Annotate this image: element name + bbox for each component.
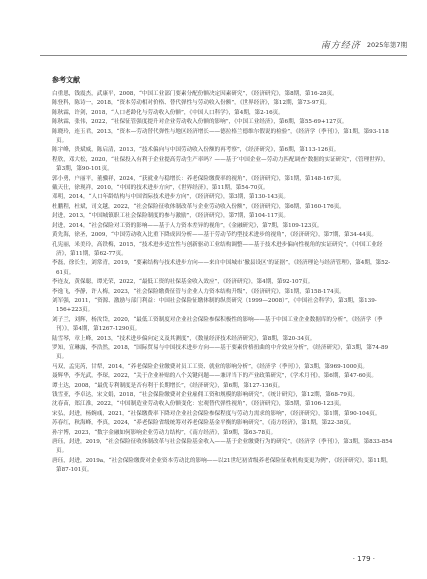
page-number: · 179 ·: [352, 555, 375, 563]
reference-entry: 刘子兰，刘辉，杨汝岱，2020，“最低工资制度对企业社会保险参保积极性的影响——基于中国工业企业数据库的分析”，《经济学（季刊）》，第4期，第1267-1290页。: [52, 316, 383, 333]
reference-entry: 戴天仕，徐现祥，2010，“中国的技术进步方向”，《世界经济》，第11期，第54-70页。: [52, 185, 269, 192]
reference-entry: 郭小勇，户丽平，董骥祥，2024，“获就业与稳增长：养老保险缴费率的视角”，《经济研究》，第1期，第148-167页。: [52, 175, 345, 182]
reference-entry: 刘军强，2011，“资源、激励与部门利益：中国社会保险征缴体制的纵贯研究（1999—2008）”，《中国社会科学》，第3期，第139-156+223页。: [52, 297, 377, 314]
reference-entry: 白重恩，钱震杰，武康平，2008，“中国工业部门要素分配份额决定因素研究”，《经济研究》，第8期，第16-28页。: [52, 91, 338, 97]
section-title: 参考文献: [52, 76, 80, 84]
reference-entry: 李逸飞，李静，许人梅，2023，“社会保险缴费征管与企业人力资本结构升级”，《经济研究》，第1期，第158-174页。: [52, 288, 345, 295]
reference-entry: 邓明，2014，“人口年龄结构与中国省际技术进步方向”，《经济研究》，第3期，第130-143页。: [52, 194, 289, 201]
running-header: [40, 37, 407, 51]
reference-entry: 封进，2014，“社会保险对工资的影响——基于人力资本差异的视角”，《金融研究》，第7期，第109-123页。: [52, 222, 323, 229]
reference-entry: 陈秋霖，张伟，2022，“社保征管强度提升对企业劳动收入份额的影响”，《中国工业经济》，第6期，第55-69+127页。: [52, 119, 348, 126]
journal-logo: 南方经济: [320, 40, 361, 51]
reference-entry: 聂辉华，李光武，李琛，2022，“关于企业补贴的八个关键问题——兼评当下的产业政策研究”，《学术月刊》，第6期，第47-60页。: [52, 373, 377, 380]
reference-entry: 钱雪亚，李卓达，宋文娟，2018，“社会保险缴费对企业雇佣工资和规模的影响研究”，《统计研究》，第12期，第68-79页。: [52, 392, 359, 398]
reference-entry: 孔宪丽，米美玲，高铁梅，2015，“技术进步适宜性与创新驱动工业结构调整——基于技术进步偏向性视角的实证研究”，《中国工业经济》，第11期，第62-77页。: [52, 241, 383, 257]
reference-entry: 封进，2013，“中国城镇职工社会保险制度的参与激励”，《经济研究》，第7期，第104-117页。: [52, 213, 289, 220]
reference-entry: 李连友，黄保聪，谭光荣，2022，“最低工资的社保基金收入效应”，《经济研究》，第4期，第92-107页。: [52, 279, 314, 286]
reference-list: [52, 90, 393, 476]
reference-entry: 陆雪琴，章上峰，2013，“技术进步偏向定义及其测度”，《数量经济技术经济研究》，第8期，第20-34页。: [52, 335, 316, 342]
reference-entry: 陈秋霖，许剑，2018，“人口老龄化与劳动收入份额”，《中国人口科学》，第4期，第2-16页。: [52, 109, 284, 116]
reference-entry: 陈晓玲，连玉君，2013，“资本—劳动替代弹性与地区经济增长——德拉格兰德维尔假说的检验”，《经济学（季刊）》，第1期，第93-118页。: [52, 128, 389, 145]
reference-entry: 唐珏，封进，2019a，“社会保险缴费对企业资本劳动比的影响——以21世纪初省级养老保险征收机构变更为例”，《经济研究》，第11期，第87-101页。: [52, 457, 392, 474]
reference-entry: 苏春红，秋海峰，李真，2024，“养老保险省级统筹对养老保险基金平衡的影响研究”，《南方经济》，第1期，第22-38页。: [52, 420, 355, 427]
reference-entry: 孙宇博，2023，“数字金融如何影响企业劳动力结构”，《南方经济》，第9期，第63-78页。: [52, 429, 277, 436]
issue-label: 2025年第7期: [366, 40, 407, 49]
reference-entry: 沈春苗，郑江淮，2022，“中国制造业劳动收入份额变化：宏观替代弹性视角”，《经济研究》，第5期，第106-123页。: [52, 401, 345, 408]
reference-entry: 陈宇峰，贵斌威，陈启清，2013，“技术偏向与中国劳动收入份额的再考察”，《经济研究》，第6期，第113-126页。: [52, 147, 340, 154]
reference-entry: 程欣，邓大松，2020，“社保投入有利于企业提高劳动生产率吗？——基于‘中国企业—劳动力匹配调查’数据的实证研究”，《管理世界》，第3期，第90-101页。: [52, 156, 389, 173]
reference-entry: 罗知，宣琳露，李浩然，2018，“国际贸易与中国技术进步方向——基于要素价格扭曲的中介效应分析”，《经济研究》，第3期，第74-89页。: [52, 344, 389, 361]
reference-entry: 李磊，徐长生，刘常青，2019，“要素结构与技术进步方向——来自中国城市‘撤县设区’的证据”，《经济理论与经济管理》，第4期，第52-61页。: [52, 260, 391, 276]
reference-entry: 马双，孟宪芮，甘犁，2014，“养老保险企业缴费对员工工资、就业的影响分析”，《经济学（季刊）》，第3期，第969-1000页。: [52, 363, 369, 370]
reference-entry: 唐珏，封进，2019，“社会保险征收体制改革与社会保险基金收入——基于企业缴费行为的研究”，《经济学（季刊）》，第3期，第833-854页。: [52, 439, 393, 455]
reference-entry: 谭士达，2008，“最优专利制度是否有利于长期增长”，《经济研究》，第6期，第127-136页。: [52, 382, 284, 389]
reference-entry: 杜鹏程，杜斌，司文越，2022，“社会保险征收体制改革与企业劳动收入份额”，《经济研究》，第6期，第160-176页。: [52, 203, 345, 210]
reference-entry: 黄先海，徐圣，2009，“中国劳动收入比重下降成因分析——基于劳动节约型技术进步的视角”，《经济研究》，第7期，第34-44页。: [52, 232, 377, 239]
header-rule: [40, 55, 407, 56]
reference-entry: 陈登科，陈诗一，2018，“资本劳动相对价格、替代弹性与劳动收入份额”，《世界经济》，第12期，第73-97页。: [52, 100, 331, 107]
reference-entry: 宋弘，封进，杨婉彧，2021，“社保缴费率下降对企业社会保险参保程度与劳动力需求的影响”，《经济研究》，第1期，第90-104页。: [52, 410, 381, 417]
